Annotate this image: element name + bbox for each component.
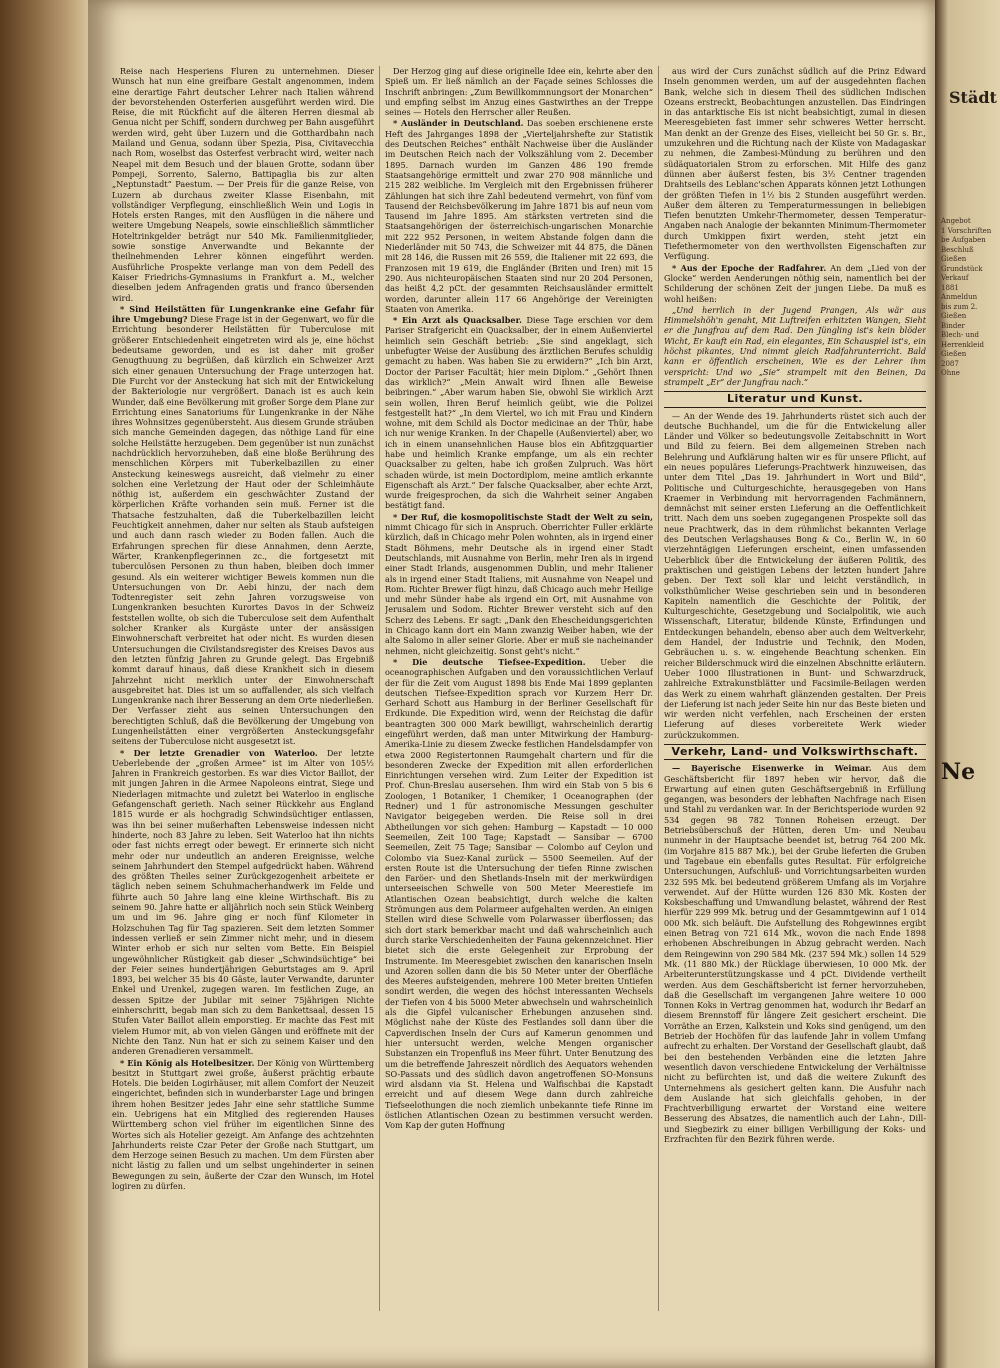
article-text: — An der Wende des 19. Jahrhunderts rüstet sich auch der deutsche Buchhandel, um die für die Entwickelung aller Länder und Völker so bedeutungsvolle Zeitabschnitt in Wort und Bild zu feiern. Bei dem allgemeinen Streben nach Belehrung und Aufklärung halten wir es für unsere Pflicht, auf ein neues populäres Lieferungs-Prachtwerk hinzuweisen, das unter dem Titel „Das 19. Jahrhundert in Wort und Bild“, Politische und Culturgeschichte, herausgegeben von Hans Kraemer in Verbindung mit hervorragenden Fachmännern, demnächst mit seiner ersten Lieferung an die Oeffentlichkeit tritt. Nach dem uns soeben zugegangenen Prospekte soll das neue Prachtwerk, das in dem rühmlichst bekannten Verlage des Deutschen Verlagshauses Bong & Co., Berlin W., in 60 vierzehntägigen Lieferungen erscheint, einen umfassenden Ueberblick über die Entwickelung der äußeren Politik, des praktischen und geistigen Lebens der letzten hundert Jahre geben. Der Text soll klar und leicht verständlich, in volksthümlicher Weise geschrieben sein und in besonderen Kapiteln namentlich die Geschichte der Politik, der Kulturgeschichte, Gesetzgebung und Socialpolitik, wie auch Wissenschaft, Literatur, bildende Künste, Erfindungen und Entdeckungen behandeln, ebenso aber auch dem Weltverkehr, dem Handel, der Industrie und Technik, den Moden, Gebräuchen u. s. w. eingehende Beachtung schenken. Ein reicher Bilderschmuck wird die einzelnen Abschnitte erläutern. Ueber 1000 Illustrationen in Bunt- und Schwarzdruck, zahlreiche Extrakunstblätter und Facsimile-Beilagen werden das Werk zu einem wahrhaft glänzenden gestalten. Der Preis der Lieferung ist nach jeder Seite hin nur das Beste bieten und wir werden nicht verfehlen, nach Erscheinen der ersten Lieferung auf dieses vorbereitete Werk wieder zurückzukommen.: [664, 410, 926, 740]
column-1: [112, 66, 374, 1311]
article-text: Der Herzog ging auf diese originelle Idee ein, kehrte aber den Spieß um. Er ließ nämlich an der Façade seines Schlosses die Inschrift anbringen: „Zum Bewillkommnungsort der Monarchen“ und empfing selbst im Anzug eines Gastwirthes an der Treppe seines — Hotels den Herrscher aller Reußen.: [385, 66, 653, 118]
poem-verse: „Und herrlich in der Jugend Prangen, Als wär aus Himmelshöh'n genaht, Mit Luftreifen erhitzten Wangen, Sieht er die Jungfrau auf dem Rad. Den Jüngling ist's kein blöder Wicht, Er kauft ein Rad, ein elegantes, Ein Schauspiel ist's, ein höchst pikantes, Und nimmt gleich Radfahrunterricht. Bald kann er öffentlich erscheinen, Wie es der Lehrer ihm verspricht: Und wo „Sie“ strampelt mit den Beinen, Da strampelt „Er“ der Jungfrau nach.“: [664, 304, 926, 387]
adjacent-page-edge: [935, 0, 1000, 1368]
article-text: Der König von Württemberg besitzt in Stuttgart zwei große, äußerst prächtig erbaute Hotels. Die beiden Logirhäuser, mit allem Comfort der Neuzeit eingerichtet, befinden sich in wunderbarster Lage und bringen ihrem hohen Besitzer jedes Jahr eine sehr stattliche Summe ein. Uebrigens hat ein Mitglied des regierenden Hauses Württemberg schon viel früher im eigentlichen Sinne des Wortes sich als Hotelier gezeigt. Am Anfange des achtzehnten Jahrhunderts reiste Czar Peter der Große nach Stuttgart, um dem Herzoge seinen Besuch zu machen. Um dem Fürsten aber nicht lästig zu fallen und um selbst ungehinderter in seinen Bewegungen zu sein, äußerte der Czar den Wunsch, im Hotel logiren zu dürfen.: [112, 1057, 374, 1192]
article-text: Der letzte Ueberlebende der „großen Armee“ ist im Alter von 105½ Jahren in Frankreich gestorben. Es war dies Victor Baillot, der mit jungen Jahren in die Armee Napoleons eintrat, Siege und Niederlagen mitmachte und zuletzt bei Waterloo in englische Gefangenschaft gerieth. Nach seiner Rückkehr aus England 1815 wurde er als hochgradig Schwindsüchtiger entlassen, was ihn bei seiner mußerhaften Lebensweise indessen nicht hinderte, noch 83 Jahre zu leben. Seit Waterloo hat ihn nichts oder fast nichts erregt oder bewegt. Er erinnerte sich nicht mehr oder nur undeutlich an anderen Ereignisse, welche seinem Jahrhundert den Stempel aufgedrückt haben. Während des größten Theiles seiner Zurückgezogenheit arbeitete er täglich neben seinem Schuhmacherhandwerk im Felde und führte auch 50 Jahre lang eine kleine Wirthschaft. Bis zu seinem 90. Jahre hatte er alljährlich noch sein Stück Weinberg um und im 96. Jahre ging er noch fünf Kilometer in Holzschuhen Tag für Tag spazieren. Seit dem letzten Sommer indessen verließ er sein Zimmer nicht mehr, und in diesem Winter erhob er sich nur selten vom Bette. Ein Beispiel ungewöhnlicher Rüstigkeit gab dieser „Schwindsüchtige“ bei der Feier seines hundertjährigen Geburtstages am 9. April 1893, bei welcher 35 bis 40 Gäste, lauter Verwandte, darunter Enkel und Urenkel, zugegen waren. Im festlichen Zuge, an dessen Spitze der Jubilar mit seiner 75jährigen Nichte einherschritt, begab man sich zu dem Bankettsaal, dessen 15 Stufen Vater Baillot allein emporstieg. Er machte das Fest mit vielem Humor mit, ab von vielen Gängen und eröffnete mit der Nichte den Tanz. Nun hat er sich zu seinem Kaiser und den anderen Grenadieren versammelt.: [112, 747, 374, 1057]
adjacent-page-fragments: Angebot 1 Vorschriften be Aufgaben Beschluß Gießen Grundstück Verkauf 1881 Anmeldun bis zum 2. Gießen Binder Blech- und Herrenkleid Gießen 2087 Ohne: [941, 217, 992, 377]
section-heading: Verkehr, Land- und Volkswirthschaft.: [664, 744, 926, 760]
article-paragraph: [112, 1058, 374, 1192]
article-text: Reise nach Hesperiens Fluren zu unternehmen. Dieser Wunsch hat nun eine greifbare Gestalt angenommen, indem eine derartige Fahrt deutscher Lehrer nach Italien während der bevorstehenden Osterferien ausgeführt werden wird. Die Reise, die mit Rückficht auf die älteren Herren diesmal ab Genua nicht per Schiff, sondern durchweg per Bahn ausgeführt werden wird, geht über Luzern und die Gotthardbahn nach Mailand und Genua, sodann über Spezia, Pisa, Civitavecchia nach Rom, woselbst das Osterfest verbracht wird, weiter nach Neapel mit dem Besuch und der blauen Grotte, sodann über Pompeji, Sorrento, Salerno, Battipaglia bis zur alten „Neptunstadt“ Paestum. — Der Preis für die ganze Reise, von Luzern ab durchaus zweiter Klasse Eisenbahn, mit vollständiger Verpflegung, einschließlich Wein und Logis in Hotels ersten Ranges, mit den Ausflügen in die nähere und weitere Umgebung Neapels, sowie einschließlich sämmtlicher Hoteltrinkgelder beträgt nur 540 Mk. Familienmitglieder, sowie sonstige Anverwandte und Bekannte der theilnehmenden Lehrer können eingeführt werden. Ausführliche Prospekte verlange man von dem Pedell des Kaiser Friedrichs-Gymnasiums in Frankfurt a. M., welcher dieselben jedem Anfragenden gratis und franco übersenden wird.: [112, 66, 374, 303]
article-headline: * Aus der Epoche der Radfahrer.: [672, 262, 827, 273]
article-headline: * Ein Arzt als Quacksalber.: [393, 315, 522, 326]
article-headline: * Der Ruf, die kosmopolitischste Stadt der Welt zu sein,: [393, 511, 653, 522]
article-paragraph: [664, 411, 926, 741]
article-text: Das soeben erschienene erste Heft des Jahrganges 1898 der „Vierteljahrshefte zur Statistik des Deutschen Reiches“ enthält Nachweise über die Ausländer im Deutschen Reich nach der Volkszählung vom 2. December 1895. Darnach wurden im Ganzen 486 190 fremde Staatsangehörige ermittelt und zwar 270 908 männliche und 215 282 weibliche. Im Vergleich mit den Ergebnissen früherer Zählungen hat sich ihre Zahl bedeutend vermehrt, von fünf vom Tausend der Reichsbevölkerung im Jahre 1871 bis auf neun vom Tausend im Jahre 1895. Am stärksten vertreten sind die Staatsangehörigen der österreichisch-ungarischen Monarchie mit 222 952 Personen, in weitem Abstande folgen dann die Niederländer mit 50 743, die Schweizer mit 44 875, die Dänen mit 28 146, die Russen mit 26 559, die Italiener mit 22 693, die Franzosen mit 19 619, die Engländer (Briten und Iren) mit 15 290. Aus nichteuropäischen Staaten sind nur 20 204 Personen, das heißt 4,2 pCt. der gesammten Reichsausländer ermittelt worden, darunter allein 117 66 Angehörige der Vereinigten Staaten von Amerika.: [385, 118, 653, 314]
article-paragraph: [112, 304, 374, 747]
article-paragraph: [112, 66, 374, 303]
article-headline: — Bayerische Eisenwerke in Weimar.: [672, 763, 872, 774]
adjacent-page-masthead: Städt: [949, 88, 997, 107]
article-paragraph: [664, 263, 926, 304]
article-paragraph: [664, 66, 926, 262]
article-headline: * Die deutsche Tiefsee-Expedition.: [393, 656, 586, 667]
column-divider: [658, 66, 659, 1311]
article-paragraph: [385, 512, 653, 656]
article-text: aus wird der Curs zunächst südlich auf die Prinz Edward Inseln genommen werden, um auf der ausgedehnten flachen Bank, welche sich in diesem Theil des südlichen Indischen Ozeans erstreckt, Beobachtungen anzustellen. Das Eindringen in das antarktische Eis ist nicht beabsichtigt, zumal in diesen Meeresgebieten fast immer sehr schweres Wetter herrscht. Man denkt an der Grenze des Eises, vielleicht bei 50 Gr. s. Br., umzukehren und die Richtung nach der Küste von Madagaskar zu nehmen, die Zambesi-Mündung zu berühren und den südäquatorialen Strom zu erforschen. Mit Hilfe des ganz dünnen aber äußerst festen, bis 3½ Centner tragenden Drahtseils des Leblanc'schen Apparats können jetzt Lothungen der größten Tiefen in 1½ bis 2 Stunden ausgeführt werden. Außer dem älteren zu Temperaturmessungen in beliebigen Tiefen benutzten Umkehr-Thermometer, dessen Temperatur-Angaben nach Analogie der bekannten Minimum-Thermometer durch Umkippen fixirt werden, steht jetzt ein Tiefethermometer von den werthvollsten Eigenschaften zur Verfügung.: [664, 66, 926, 262]
section-heading: Literatur und Kunst.: [664, 391, 926, 407]
article-paragraph: [385, 657, 653, 1131]
article-text: Diese Tage erschien vor dem Pariser Strafgericht ein Quacksalber, der in einem Außenviertel heimlich sein Geschäft betrieb: „Sie sind angeklagt, sich unbefugter Weise der Ausübung des ärztlichen Berufes schuldig gemacht zu haben. Was haben Sie zu erwidern?“ „Ich bin Arzt, Doctor der Pariser Facultät; hier mein Diplom.“ „Gehört Ihnen das wirklich?“ „Mein Anwalt wird Ihnen alle Beweise beibringen.“ „Aber warum haben Sie, obwohl Sie wirklich Arzt sein wollen, Ihren Beruf heimlich geübt, wie die Polizei festgestellt hat?“ „In dem Viertel, wo ich mit Frau und Kindern wohne, mit dem Schild als Doctor medicinae an der Thür, habe ich nur wenige Kranken. In der Chapelle (Außenviertel) aber, wo ich in einem unansehnlichen Hause blos ein Abfitzgquartier habe und heimlich Kranke empfange, um als ein rechter Quacksalber zu gelten, habe ich großen Zulpruch. Was hört schaden würde, ist mein Doctordiplom, meine amtlich erkannte Eigenschaft als Arzt.“ Der falsche Quacksalber, aber echte Arzt, wurde freigesprochen, da sich die Wahrheit seiner Angaben bestätigt fand.: [385, 315, 653, 511]
article-paragraph: [385, 118, 653, 314]
article-paragraph: [112, 748, 374, 1057]
book-binding: [0, 0, 88, 1368]
article-text: Aus dem Geschäftsbericht für 1897 heben wir hervor, daß die Erwartung auf einen guten Geschäftsergebniß in Erfüllung gegangen, was besonders der lebhaften Nachfrage nach Eisen und Stahl zu verdanken war. In der Berichtsperiode wurden 92 534 gegen 98 782 Tonnen Roheisen erzeugt. Der Betriebsüberschuß der Hütten, deren Um- und Neubau nunmehr in der Hauptsache beendet ist, betrug 764 200 Mk. (im Vorjahre 815 887 Mk.), bei der Grube lieferten die Gruben und Tagebaue ein ebenfalls gutes Resultat. Für erfolgreiche Untersuchungen, Aufschluß- und Vorrichtungsarbeiten wurden 232 595 Mk. bei bedeutend größerem Umfang als im Vorjahre verwendet. Auf der Hütte wurden 126 830 Mk. Kosten der Koksbeschaffung und Umwandlung belastet, während der Rest hierfür 229 999 Mk. betrug und der Gesammtgewinn auf 1 014 000 Mk. sich beläuft. Die Aufstellung des Rohgewinnes ergibt einen Betrag von 721 614 Mk., wovon die nach Ende 1898 erhobenen Abschreibungen in Abzug gebracht werden. Nach dem Reingewinn von 290 584 Mk. (237 594 Mk.) sollen 14 529 Mk. (11 880 Mk.) der Rücklage überwiesen, 10 000 Mk. der Arbeiterunterstützungskasse und 4 pCt. Dividende vertheilt werden. Aus dem Geschäftsbericht ist ferner hervorzuheben, daß die Gesellschaft im vergangenen Jahre weitere 10 000 Tonnen Koks in Vertrag genommen hat, wodurch ihr Bedarf an diesem Brennstoff für längere Zeit gesichert erscheint. Die Vorräthe an Erzen, Kalkstein und Koks sind genügend, um den Betrieb der Hochöfen für das laufende Jahr in vollem Umfang aufrecht zu erhalten. Der Vorstand der Gesellschaft glaubt, daß bei den bestehenden Verbänden eine die letzten Jahre wesentlich davon verschiedene Entwickelung der Verhältnisse nicht zu befürchten ist, und daß die weitere Zukunft des Unternehmens als gesichert gelten kann. Die Ausfuhr nach dem Auslande hat sich gleichfalls gehoben, in der Frachtverbilligung erwartet der Vorstand eine weitere Besserung des Absatzes, die namentlich auch der Lahn-, Dill- und Siegbezirk zu einer billigen Verbilligung der Koks- und Erzfrachten für den Bezirk führen werde.: [664, 763, 926, 1144]
article-paragraph: [664, 763, 926, 1144]
article-headline: * Ein König als Hotelbesitzer.: [120, 1057, 255, 1068]
article-text: Ueber die oceanographischen Aufgaben und den voraussichtlichen Verlauf der für die Zeit vom August 1898 bis Ende Mai 1899 geplanten deutschen Tiefsee-Expedition sprach vor Kurzem Herr Dr. Gerhard Schott aus Hamburg in der Berliner Gesellschaft für Erdkunde. Die Expedition wird, wenn der Reichstag die dafür beantragten 300 000 Mark bewilligt, wahrscheinlich derartig eingeführt werden, daß man unter Mitwirkung der Hamburg-Amerika-Linie zu diesem Zwecke festlichen Handelsdampfer von etwa 2000 Registertonnen Raumgehalt chartern und für die besonderen Zwecke der Expedition mit allen erforderlichen Einrichtungen versehen wird. Zum Leiter der Expedition ist Prof. Chun-Breslau ausersehen. Ihm wird ein Stab von 5 bis 6 Zoologen, 1 Botaniker, 1 Chemiker, 1 Oceanographen (der Redner) und 1 für astronomische Messungen geschulter Navigator beigegeben werden. Die Reise soll in drei Abtheilungen vor sich gehen: Hamburg — Kapstadt — 10 000 Seemeilen, Zeit 100 Tage; Kapstadt — Sansibar — 6700 Seemeilen, Zeit 75 Tage; Sansibar — Colombo auf Ceylon und Colombo via Suez-Kanal zurück — 5500 Seemeilen. Auf der ersten Route ist die Untersuchung der tiefen Rinne zwischen den Faröer- und den Shetlands-Inseln mit der merkwürdigen unterseeischen Schwelle von 500 Meter Meerestiefe im Atlantischen Ozean beabsichtigt, durch welche die kalten Strömungen aus dem Polarmeer aufgehalten werden. An einigen Stellen wird diese Schwelle vom Polarwasser überflossen; das sich dort stark bemerkbar macht und daß wahrscheinlich auch durch starke Verschiedenheiten der Fauna gekennzeichnet. Hier bietet sich die erste Gelegenheit zur Erprobung der Instrumente. Im Meeresgebiet zwischen den kanarischen Inseln und Azoren sollen dann die bis 50 Meter unter der Oberfläche des Meeres aufsteigenden, mehrere 100 Meter breiten Untiefen sondirt werden, die wegen des höchst interessanten Wechsels der Tiefen von 4 bis 5000 Meter abwechseln und wahrscheinlich als die Gipfel vulcanischer Erhebungen anzusehen sind. Möglichst nahe der Küste des Festlandes soll dann über die Capverdischen Inseln der Curs auf Kamerun genommen und hier untersucht werden, welche Mengen organischer Substanzen ein Tropenfluß ins Meer führt. Unter Benutzung des um die betreffende Jahreszeit nördlich des Aequators wehenden SO-Passats und des südlich davon angetroffenen SO-Monsuns wird alsdann via St. Helena und Walfischbai die Kapstadt erreicht und auf diesem Wege dann durch zahlreiche Tiefseelothungen die noch ziemlich unbekannte tiefe Rinne im östlichen Atlantischen Ozean zu bestimmen versucht werden. Vom Kap der guten Hoffnung: [385, 656, 653, 1131]
column-2: [385, 66, 653, 1311]
article-text: Diese Frage ist in der Gegenwart, wo für die Errichtung besonderer Heilstätten für Tuberculose mit größerer Entschiedenheit eingetreten wird als je, eine höchst bedeutsame geworden, und es ist daher mit großer Genugthuung zu begrüßen, daß kürzlich ein Schweizer Arzt sich einer genauen Untersuchung der Frage unterzogen hat. Die Furcht vor der Ansteckung hat sich mit der Entwickelung der Bakteriologie nur vergrößert. Danach ist es auch kein Wunder, daß eine Bevölkerung mit großer Sorge dem Plane zur Errichtung eines Sanatoriums für Lungenkranke in der Nähe ihres Wohnsitzes gegenübersteht. Aus diesem Grunde sträuben sich manche Gemeinden dagegen, das nöthige Land für eine solche Heilstätte herzugeben. Dem gegenüber ist nun zunächst nachdrücklich hervorzuheben, daß eine bloße Berührung des menschlichen Körpers mit Tuberkelbazillen zu einer Ansteckung keineswegs ausreicht, daß vielmehr zu einer solchen eine Verletzung der Haut oder der Schleimhäute nöthig ist, außerdem ein geschwächter Zustand der körperlichen Kräfte vorhanden sein muß. Ferner ist die Thatsache festzuhalten, daß die Tuberkelbazillen leicht Feuchtigkeit annehmen, daher nur selten als Staub aufsteigen und auch dann rasch wieder zu Boden fallen. Auch die Erfahrungen sprechen für diese Annahmen, denn Aerzte, Wärter, Krankenpflegerinnen zc., die fortgesetzt mit tuberculösen Personen zu thun haben, bleiben doch immer gesund. Als ein weiterer wichtiger Beweis kommen nun die Untersuchungen von Dr. Aebi hinzu, der nach dem Todtenregister seit zehn Jahren vorzugsweise von Lungenkranken besuchten Kurortes Davos in der Schweiz feststellen wollte, ob sich die Tuberculose seit dem Aufenthalt solcher Kranker als Kurgäste unter der ansässigen Einwohnerschaft verbreitet hat oder nicht. Es wurden diesen Untersuchungen die Civilstandsregister des Kreises Davos aus den letzten fünfzig Jahren zu Grunde gelegt. Das Ergebniß kommt darauf hinaus, daß diese Krankheit sich in diesem Jahrzehnt nicht merklich unter der Einwohnerschaft ausgebreitet hat. Dies ist um so auffallender, als sich vielfach Lungenkranke nach ihrer Besserung an dem Orte niederließen. Der Verfasser zieht aus seinen Untersuchungen den berechtigten Schluß, daß die Bevölkerung der Umgebung von Lungenheilstätten einer vergrößerten Ansteckungsgefahr seitens der Tuberculose nicht ausgesetzt ist.: [112, 314, 374, 747]
adjacent-page-ad-letters: Ne: [941, 758, 976, 785]
article-text: nimmt Chicago für sich in Anspruch. Oberrichter Fuller erklärte kürzlich, daß in Chicago mehr Polen wohnten, als in irgend einer Stadt Böhmens, mehr Deutsche als in irgend einer Stadt Deutschlands, mit Ausnahme von Berlin, mehr Iren als in irgend einer Stadt Irlands, ausgenommen Dublin, und mehr Italiener als in irgend einer Stadt Italiens, mit Ausnahme von Neapel und Rom. Richter Brewer fügt hinzu, daß Chicago auch mehr Heilige und mehr Sünder habe als irgend ein Ort, mit Ausnahme von Jerusalem und Sodom. Richter Brewer versteht sich auf den Scherz des Lebens. Er sagt: „Dank den Ehescheidungsgerichten in Chicago kann dort ein Mann zwanzig Weiber haben, wie der alte Salomo in aller seiner Glorie. Aber er muß sie nacheinander nehmen, nicht gleichzeitig. Sonst geht's nicht.“: [385, 522, 653, 656]
column-3: [664, 66, 926, 1311]
article-paragraph: [385, 315, 653, 511]
article-headline: * Sind Heilstätten für Lungenkranke eine Gefahr für ihre Umgebung?: [112, 303, 374, 325]
column-divider: [379, 66, 380, 1311]
article-headline: * Der letzte Grenadier von Waterloo.: [120, 747, 318, 758]
article-headline: * Ausländer in Deutschland.: [393, 118, 524, 129]
article-paragraph: [385, 66, 653, 117]
article-text: An dem „Lied von der Glocke“ werden Aenderungen nöthig sein, namentlich bei der Schilderung der schönen Zeit der jungen Liebe. Da muß es wohl heißen:: [664, 262, 926, 304]
